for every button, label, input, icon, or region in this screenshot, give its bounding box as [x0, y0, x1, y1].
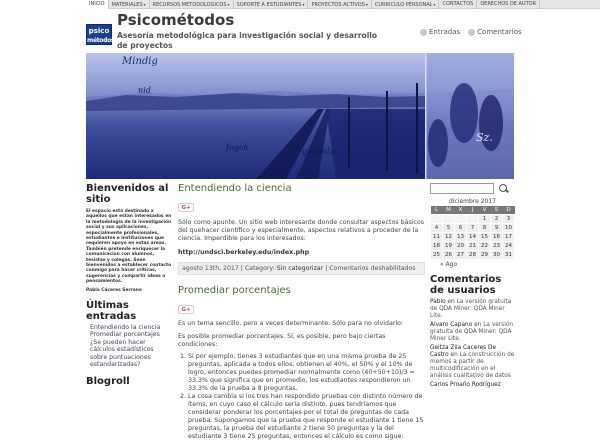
calendar-day-header: J	[467, 206, 479, 214]
calendar-prev-month-link[interactable]: « Ago	[440, 260, 458, 268]
main-content	[178, 183, 425, 441]
site-description: Asesoría metodológica para investigación social y desarrollo de proyectos	[117, 31, 378, 50]
banner-word: Mindig	[122, 56, 158, 67]
comment-author[interactable]: Pablo	[430, 298, 446, 305]
calendar-day: 6	[455, 223, 467, 232]
chevron-down-icon: ▾	[143, 1, 146, 7]
feed-links	[420, 28, 522, 36]
calendar-day: 23	[491, 241, 503, 250]
calendar-day-header: L	[431, 206, 443, 214]
comment-post-link[interactable]: La versión gratuita de QDA Miner: QDA Miner Lite.	[430, 321, 514, 342]
post-date: agosto 13th, 2017	[182, 265, 239, 272]
post	[178, 183, 425, 275]
comment-connector: en	[472, 321, 484, 328]
comments-status: Comentarios deshabilitados	[329, 265, 416, 272]
recent-comment	[430, 322, 515, 343]
recent-posts-heading: Últimas entradas	[86, 299, 137, 322]
blogroll-heading: Blogroll	[86, 375, 130, 387]
post	[178, 285, 425, 441]
recent-post-link[interactable]: Entendiendo la ciencia	[90, 323, 161, 331]
post-paragraph: Es posible promediar porcentajes. Sí, es posible, pero bajo ciertas condiciones:	[178, 333, 386, 348]
nav-item-label: MATERIALES	[111, 1, 143, 8]
nav-item[interactable]	[308, 0, 371, 9]
nav-item-label: CURRICULO PERSONAL	[374, 1, 433, 8]
nav-item[interactable]	[86, 0, 109, 9]
banner-photo	[86, 53, 514, 179]
calendar-day	[443, 214, 455, 223]
calendar-day: 10	[503, 223, 515, 232]
nav-item[interactable]	[477, 0, 540, 9]
calendar-day	[431, 214, 443, 223]
nav-item-label: PROYECTOS ACTIVOS	[311, 1, 365, 8]
calendar-day: 9	[491, 223, 503, 232]
calendar-header-row	[431, 206, 515, 214]
banner-word: fogok	[226, 143, 249, 152]
calendar-week-row	[431, 223, 515, 232]
calendar-day: 17	[503, 232, 515, 241]
calendar-day: 19	[443, 241, 455, 250]
chevron-down-icon: ▾	[302, 1, 305, 7]
comment-connector: en	[448, 351, 460, 358]
comments-feed-link[interactable]: Comentarios	[468, 28, 522, 36]
site-logo[interactable]	[86, 24, 115, 45]
recent-post-link[interactable]: Promediar porcentajes	[90, 331, 160, 339]
calendar-week-row	[431, 250, 515, 259]
nav-item[interactable]	[150, 0, 234, 9]
nav-item-label: RECURSOS METODOLOGICOS	[152, 1, 227, 8]
calendar-day: 29	[479, 250, 491, 259]
comment-post-link[interactable]: La construcción de memos a partir de multicodificación en el análisis cualitativo de datos	[430, 351, 515, 379]
search-icon[interactable]	[498, 183, 509, 194]
calendar-day-header: V	[479, 206, 491, 214]
calendar-day-header: S	[491, 206, 503, 214]
post-title[interactable]: Entendiendo la ciencia	[178, 183, 292, 194]
post-external-link[interactable]: http://undsci.berkeley.edu/index.php	[178, 249, 310, 256]
calendar-day: 11	[431, 232, 443, 241]
chevron-down-icon: ▾	[365, 1, 368, 7]
calendar-day-header: M	[443, 206, 455, 214]
list-item: 1. Si por ejemplo, tienes 3 estudiantes que en una misma prueba de 25 preguntas, aplicada a todos ellos, obtienen el 40%, el 50% y el 10% de logro, entonces puedes promediar normalmente como (40+50+10)/3 = 33,3% que significa que en promedio, los estudiantes respondieron un 33.3% de la prueba a 8 preguntas.	[188, 353, 425, 393]
nav-item[interactable]	[372, 0, 440, 9]
top-navigation	[86, 0, 600, 9]
calendar-day: 4	[431, 223, 443, 232]
google-plus-button[interactable]: G+	[178, 203, 194, 212]
chevron-down-icon: ▾	[227, 1, 230, 7]
post-paragraph: Es un tema sencillo, pero a veces determinante. Sólo para no olvidarlo:	[178, 320, 404, 327]
calendar-day: 28	[467, 250, 479, 259]
recent-post-link[interactable]: ¿Se pueden hacer cálculos estadísticos sobre puntuaciones estandarizadas?	[90, 338, 154, 369]
calendar-day: 13	[455, 232, 467, 241]
logo-text-top: psico	[88, 27, 110, 35]
nav-item[interactable]	[109, 0, 150, 9]
calendar-week-row	[431, 214, 515, 223]
calendar-day: 31	[503, 250, 515, 259]
calendar-day: 12	[443, 232, 455, 241]
right-sidebar	[430, 183, 515, 391]
calendar-day: 21	[467, 241, 479, 250]
search-form	[430, 183, 515, 194]
calendar-day: 30	[491, 250, 503, 259]
calendar	[430, 198, 515, 260]
calendar-body	[431, 214, 515, 259]
banner-word: nid	[138, 86, 151, 95]
calendar-day: 20	[455, 241, 467, 250]
nav-item-label: CONTACTOS	[442, 0, 474, 7]
recent-comment	[430, 345, 515, 380]
calendar-caption: diciembre 2017	[449, 198, 496, 205]
google-plus-button[interactable]: G+	[178, 305, 194, 314]
recent-comments-list	[430, 299, 515, 389]
calendar-day-header: X	[455, 206, 467, 214]
nav-item-label: INICIO	[89, 0, 105, 7]
meta-separator: |	[323, 265, 330, 272]
logo-text-bottom: métodos	[87, 37, 115, 44]
left-sidebar	[86, 183, 172, 387]
calendar-day: 22	[479, 241, 491, 250]
welcome-text: El espacio esta destinado a aquellos que estan interesados en la metodología de la investigación social y sus aplicaciones, especialmente profesionales, estudiantes e instituciones que requieren apoyo en estas areas. También pretende enriquecer la comunicacion con alumnos, tesistas y colegas. Sean bienvenidos a establecer contacto conmigo para hacer críticas, sugerencias y compartir ideas o pensamientos.	[86, 209, 172, 285]
rss-icon	[420, 29, 427, 36]
banner-word: goudolui	[302, 147, 338, 156]
entries-feed-link[interactable]: Entradas	[420, 28, 460, 36]
list-item: 2. La cosa cambia si los tres han respondido pruebas con distinto número de ítems, en cuyo caso el cálculo sería distinto, pues tendríamos que considerar ponderar los porcentajes por el total de preguntas de cada prueba. Supongamos que la prueba que responde el estudiante 1 tiene 15 preguntas, la prueba del estudiante 2 tiene 50 preguntas y la del estudiante 3 tiene 25 preguntas, entonces el cálculo es como sigue:	[188, 393, 425, 441]
calendar-week-row	[431, 232, 515, 241]
rss-icon	[468, 29, 475, 36]
post-meta	[178, 262, 425, 275]
calendar-day: 8	[479, 223, 491, 232]
calendar-day: 3	[503, 214, 515, 223]
calendar-day: 2	[491, 214, 503, 223]
header-banner-image	[86, 53, 514, 179]
post-title[interactable]: Promediar porcentajes	[178, 285, 291, 296]
nav-item-label: DERECHOS DE AUTOR	[480, 0, 537, 7]
calendar-day: 24	[503, 241, 515, 250]
post-body: Sólo como apunte. Un sitio web interesante donde consultar aspectos básicos del quehacer científico y especialmente, aspectos relativos a proceder de la ciencia. Imperdible para los interesados:	[178, 219, 425, 242]
calendar-day: 16	[491, 232, 503, 241]
post-numbered-list	[188, 353, 425, 441]
banner-word: Sz.	[476, 131, 493, 144]
calendar-day-header: D	[503, 206, 515, 214]
calendar-day	[455, 214, 467, 223]
nav-item-label: SOPORTE A ESTUDIANTES	[236, 1, 302, 8]
nav-item[interactable]	[234, 0, 309, 9]
post-category-link[interactable]: Sin categorizar	[276, 265, 324, 272]
calendar-day: 26	[443, 250, 455, 259]
calendar-day: 7	[467, 223, 479, 232]
calendar-day: 14	[467, 232, 479, 241]
welcome-heading: Bienvenidos al sitio	[86, 183, 169, 205]
recent-posts-list	[86, 324, 172, 369]
calendar-day: 1	[479, 214, 491, 223]
calendar-day: 15	[479, 232, 491, 241]
calendar-day: 25	[431, 250, 443, 259]
meta-separator: | Category:	[238, 265, 277, 272]
recent-comment	[430, 299, 515, 320]
calendar-day: 18	[431, 241, 443, 250]
search-input[interactable]	[430, 183, 494, 194]
chevron-down-icon: ▾	[433, 1, 436, 7]
site-title[interactable]: Psicométodos	[117, 11, 235, 29]
comment-author[interactable]: Alvaro Capano	[430, 321, 473, 328]
nav-item[interactable]	[439, 0, 477, 9]
comment-author[interactable]: Carlos Proaño Rodríguez	[430, 381, 501, 388]
comment-connector: en	[445, 298, 457, 305]
recent-comments-heading: Comentarios de usuarios	[430, 273, 502, 296]
calendar-day: 5	[443, 223, 455, 232]
calendar-day: 27	[455, 250, 467, 259]
comment-post-link[interactable]: La versión gratuita de QDA Miner: QDA Miner Lite.	[430, 298, 512, 319]
calendar-week-row	[431, 241, 515, 250]
comment-author[interactable]: Geitza Zila Caceres De Castro	[430, 344, 497, 358]
recent-comment	[430, 382, 515, 389]
welcome-signature: Pablo Cáceres Serrano	[86, 287, 142, 293]
calendar-day	[467, 214, 479, 223]
